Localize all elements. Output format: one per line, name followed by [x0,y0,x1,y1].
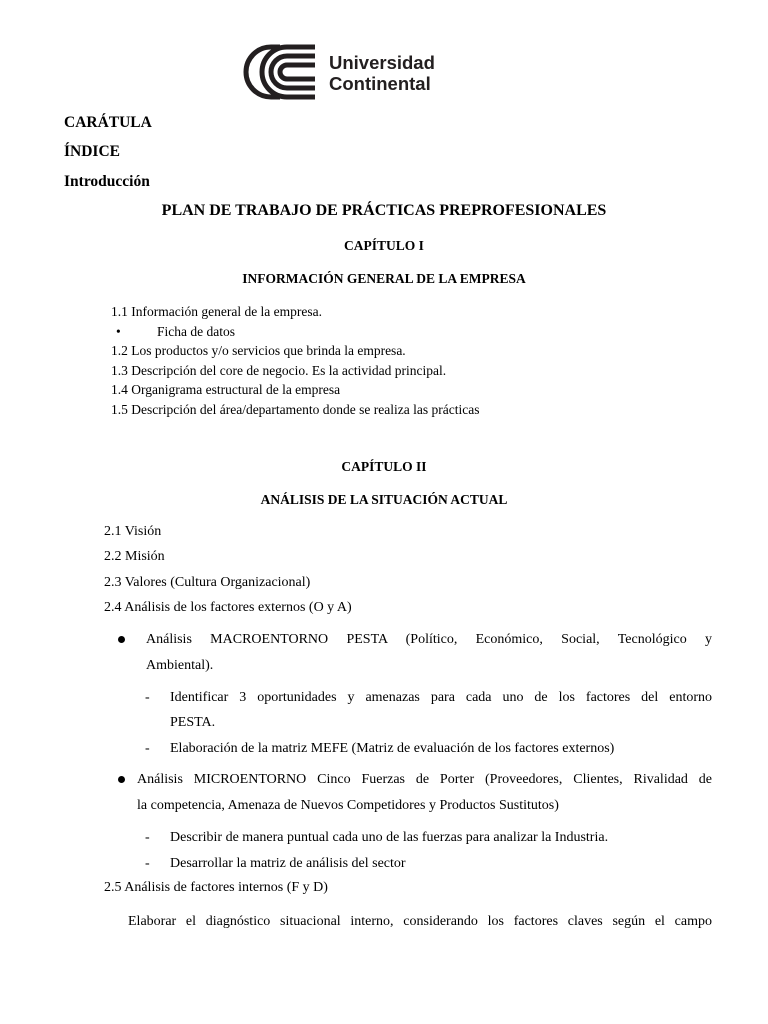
heading-introduccion: Introducción [64,173,150,190]
heading-caratula: CARÁTULA [64,114,152,131]
bullet-icon: • [116,324,121,339]
micro-line-2: la competencia, Amenaza de Nuevos Competidores y Productos Sustitutos) [137,798,559,813]
heading-indice: ÍNDICE [64,143,120,160]
chapter-1-subtitle: INFORMACIÓN GENERAL DE LA EMPRESA [242,271,526,286]
dash-icon: - [145,830,150,845]
university-logo-mark-icon [243,44,317,100]
logo-line-2: Continental [329,73,431,94]
dash-icon: - [145,741,150,756]
logo-line-1: Universidad [329,52,435,73]
list-item-2-3: 2.3 Valores (Cultura Organizacional) [104,575,311,590]
pesta-sub-1-line-1: Identificar 3 oportunidades y amenazas para cada uno de los factores del entorno [170,690,712,705]
university-logo [243,44,443,100]
micro-sub-2: Desarrollar la matriz de análisis del sector [170,856,406,871]
pesta-sub-2: Elaboración de la matriz MEFE (Matriz de evaluación de los factores externos) [170,741,615,756]
chapter-2-subtitle: ANÁLISIS DE LA SITUACIÓN ACTUAL [260,492,508,507]
list-item-1-2: 1.2 Los productos y/o servicios que brinda la empresa. [111,343,406,358]
bullet-dot-icon [118,776,125,783]
list-item-2-2: 2.2 Misión [104,549,165,564]
list-item-1-4: 1.4 Organigrama estructural de la empresa [111,382,341,397]
bullet-dot-icon [118,636,125,643]
list-item-2-5: 2.5 Análisis de factores internos (F y D) [104,880,328,895]
list-item-1-3: 1.3 Descripción del core de negocio. Es la actividad principal. [111,363,447,378]
list-item-1-5: 1.5 Descripción del área/departamento donde se realiza las prácticas [111,402,480,417]
list-item-ficha: Ficha de datos [157,324,235,339]
list-item-2-1: 2.1 Visión [104,524,162,539]
page-title: PLAN DE TRABAJO DE PRÁCTICAS PREPROFESIONALES [161,202,607,219]
chapter-2-title: CAPÍTULO II [341,459,427,474]
pesta-line-1: Análisis MACROENTORNO PESTA (Político, Económico, Social, Tecnológico y [146,632,712,647]
pesta-line-2: Ambiental). [146,658,214,673]
micro-sub-1: Describir de manera puntual cada uno de las fuerzas para analizar la Industria. [170,830,609,845]
university-logo-text [329,52,435,94]
micro-line-1: Análisis MICROENTORNO Cinco Fuerzas de Porter (Proveedores, Clientes, Rivalidad de [137,772,712,787]
pesta-sub-1-line-2: PESTA. [170,715,216,730]
chapter-1-title: CAPÍTULO I [344,238,424,253]
dash-icon: - [145,856,150,871]
list-item-1-1: 1.1 Información general de la empresa. [111,304,323,319]
list-item-2-4: 2.4 Análisis de los factores externos (O y A) [104,600,352,615]
dash-icon: - [145,690,150,705]
paragraph-last-line: Elaborar el diagnóstico situacional interno, considerando los factores claves según el campo [128,914,712,929]
